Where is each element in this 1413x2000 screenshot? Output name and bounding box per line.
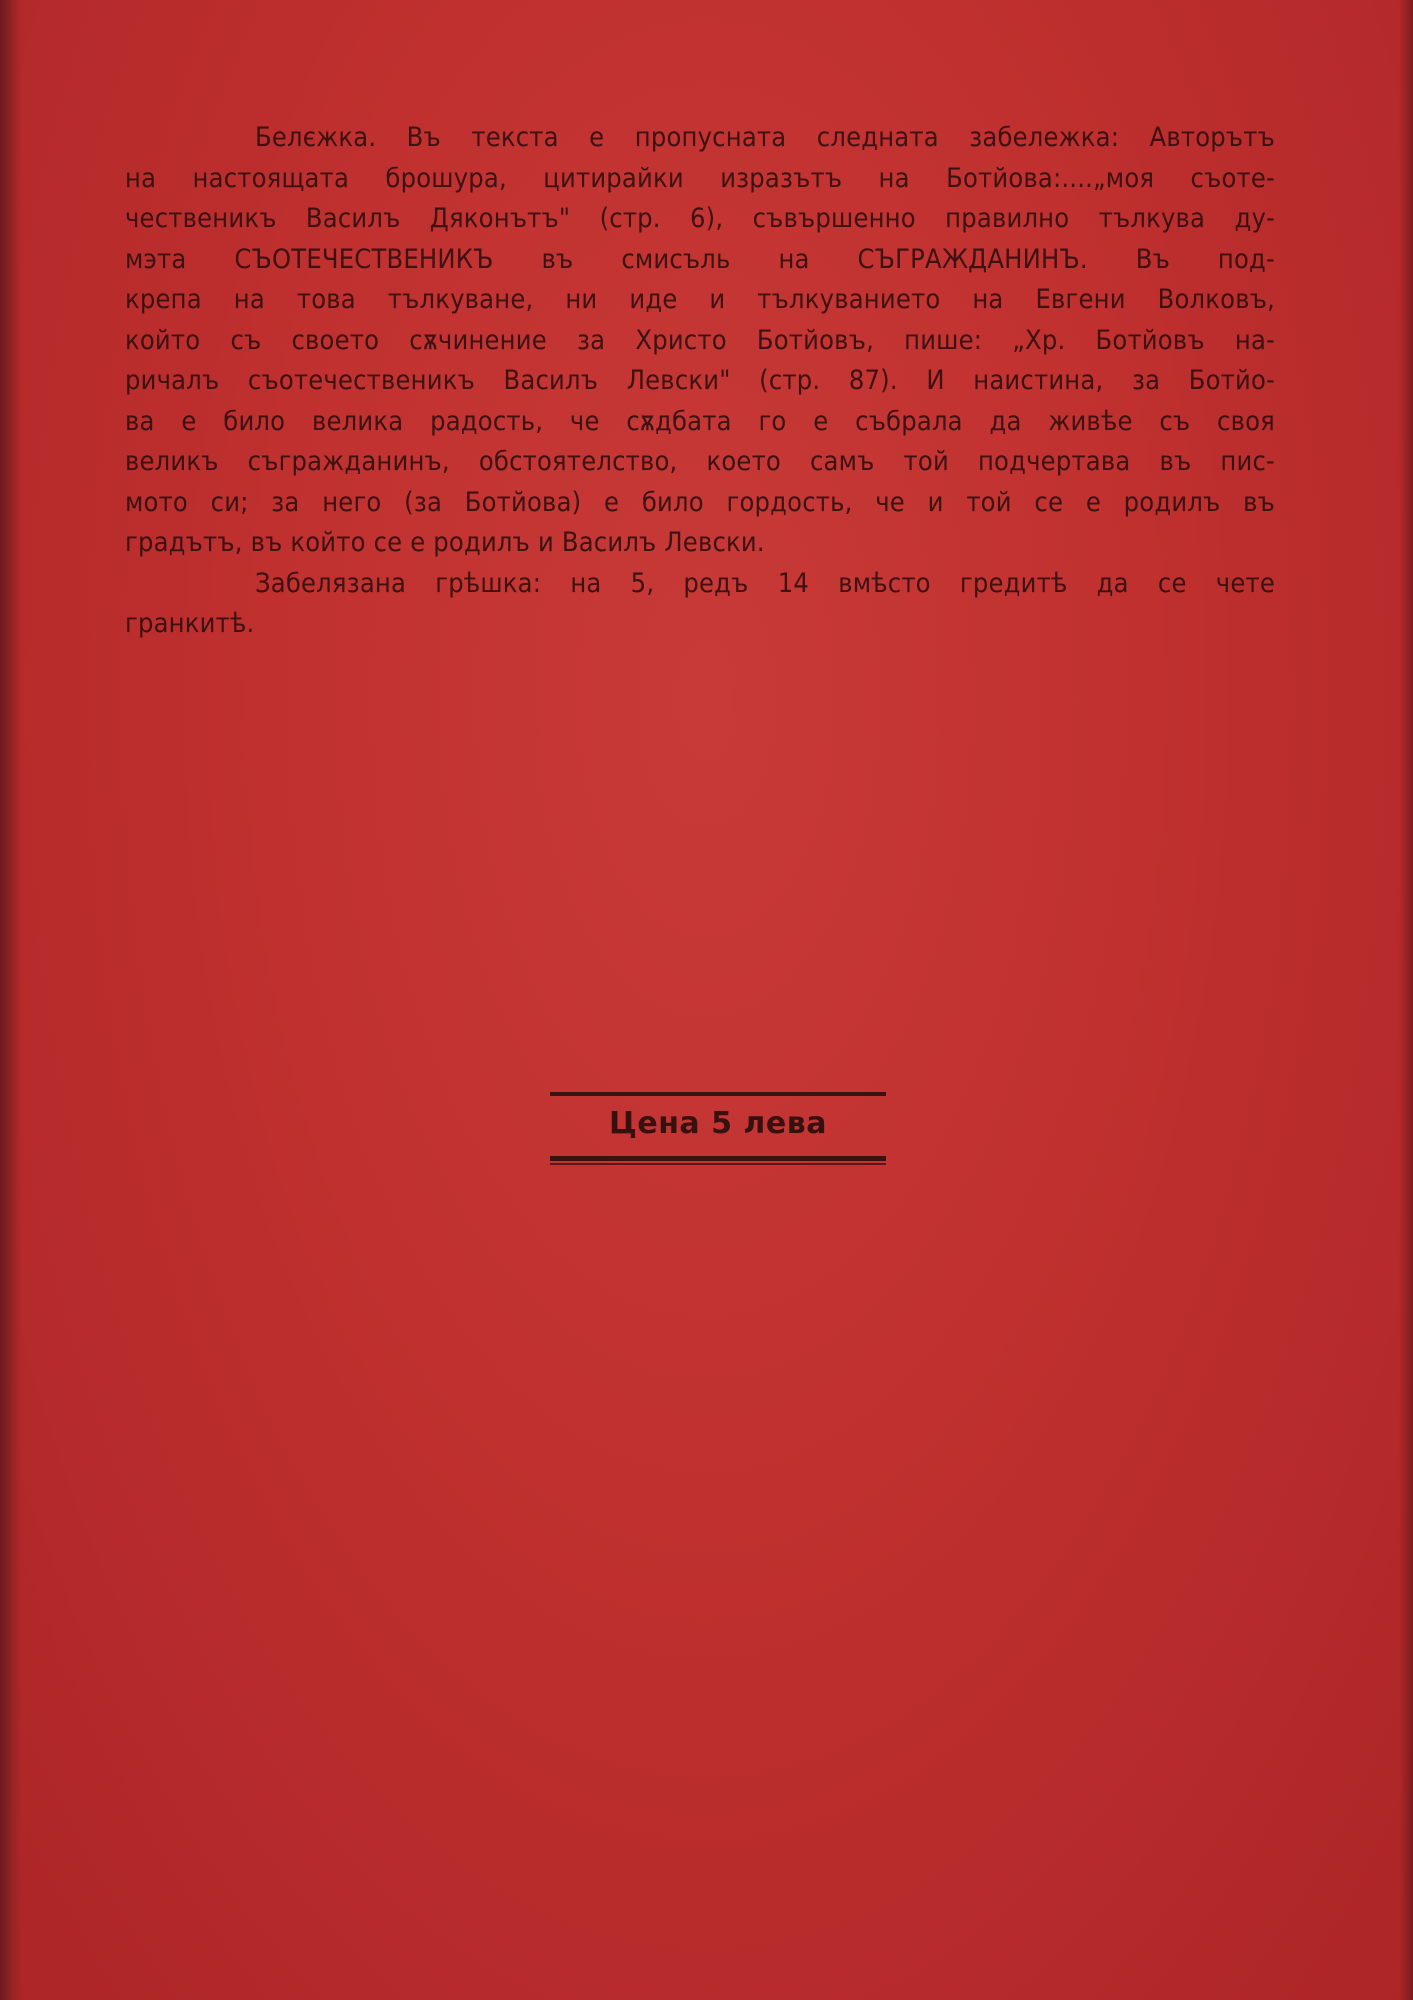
note-line: крепа на това тълкуване, ни иде и тълкуванието на Евгени Волковъ,: [125, 284, 1275, 315]
note-line: мото си; за него (за Ботйова) е било гордость, че и той се е родилъ въ: [125, 486, 1275, 518]
note-line: великъ съгражданинъ, обстоятелство, което самъ той подчертава въ пис-: [125, 446, 1275, 477]
note-line: чественикъ Василъ Дяконътъ" (стр. 6), съвършенно правилно тълкува ду-: [125, 203, 1275, 234]
price-rule-bottom: [550, 1156, 886, 1161]
price-rule-top: [550, 1092, 886, 1096]
errata-note: [125, 118, 1275, 645]
note-line: който съ своето сѫчинение за Христо Ботйовъ, пише: „Хр. Ботйовъ на-: [125, 324, 1275, 356]
note-line: мэта СЪОТЕЧЕСТВЕНИКЪ въ смисъль на СЪГРАЖДАНИНЪ. Въ под-: [125, 243, 1275, 275]
note-line: ричалъ съотечественикъ Василъ Левски" (стр. 87). И наистина, за Ботйо-: [125, 365, 1275, 396]
note-line: ва е било велика радость, че сѫдбата го е събрала да живѣе съ своя: [125, 405, 1275, 437]
note-line: на настоящата брошура, цитирайки изразътъ на Ботйова:....„моя съоте-: [125, 162, 1275, 194]
price-label: Цена 5 лева: [609, 1106, 827, 1141]
note-line: градътъ, въ който се е родилъ и Василъ Левски.: [125, 527, 765, 558]
price-rule-bottom-thin: [550, 1163, 886, 1165]
note-line: Забелязана грѣшка: на 5, редъ 14 вмѣсто гредитѣ да се чете: [255, 567, 1275, 599]
price-box: [550, 1092, 886, 1170]
note-line: Белєжка. Въ текста е пропусната следната забележка: Авторътъ: [255, 122, 1275, 153]
note-line: гранкитѣ.: [125, 608, 255, 639]
